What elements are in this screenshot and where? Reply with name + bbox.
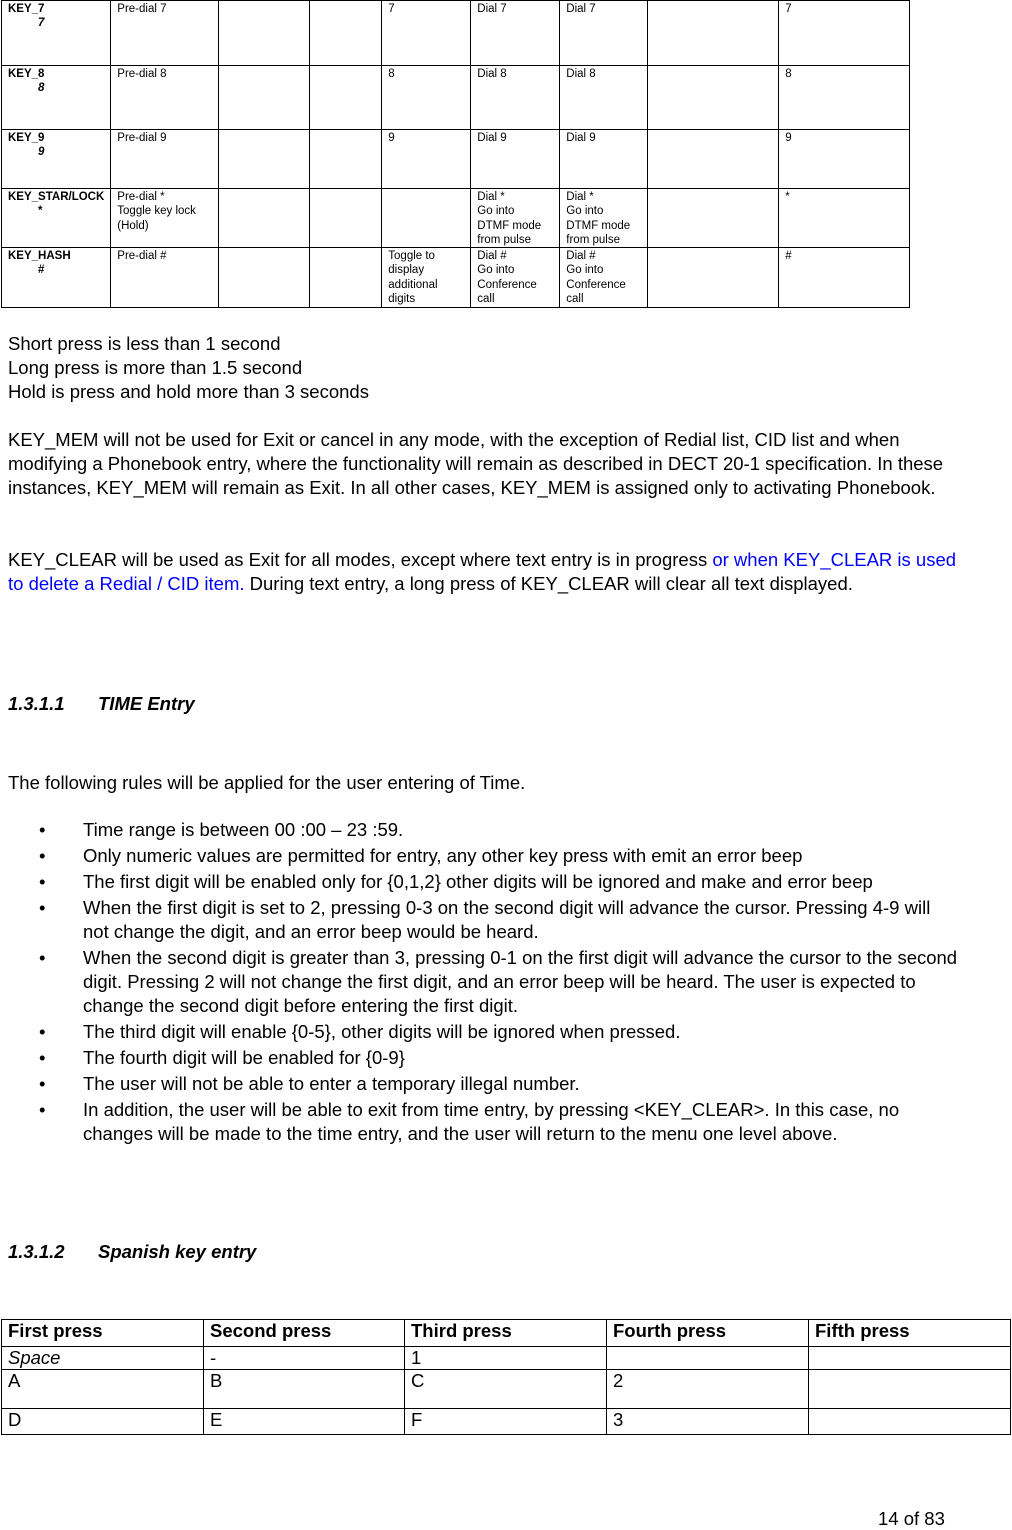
bullet-icon: •	[39, 1099, 46, 1120]
table-row	[2, 189, 910, 248]
table-cell: 8	[779, 66, 910, 130]
table-cell: 3	[607, 1409, 809, 1435]
table-cell	[648, 66, 779, 130]
column-header: Third press	[405, 1320, 607, 1347]
bullet-icon: •	[39, 1073, 46, 1094]
time-rules-list	[0, 818, 980, 1148]
key-cell: KEY_8 8	[2, 66, 111, 130]
revision-text: or when KEY_CLEAR is used to delete a Redial / CID item.	[8, 549, 957, 594]
table-cell: Dial 7	[560, 1, 648, 66]
table-cell	[219, 66, 310, 130]
short-press-def: Short press is less than 1 second	[8, 333, 281, 354]
table-cell: 9	[779, 130, 910, 189]
table-row	[2, 66, 910, 130]
table-cell: Dial # Go into Conference call	[560, 248, 648, 308]
list-item: • Only numeric values are permitted for entry, any other key press with emit an error beep	[39, 845, 803, 866]
table-cell: D	[2, 1409, 204, 1435]
table-cell: A	[2, 1370, 204, 1409]
table-cell	[310, 130, 382, 189]
bullet-icon: •	[39, 819, 46, 840]
bullet-icon: •	[39, 871, 46, 892]
bullet-icon: •	[39, 947, 46, 968]
table-cell	[310, 189, 382, 248]
column-header: Fourth press	[607, 1320, 809, 1347]
column-header: First press	[2, 1320, 204, 1347]
table-cell: Pre-dial 7	[111, 1, 219, 66]
key-cell: KEY_HASH #	[2, 248, 111, 308]
column-header: Fifth press	[809, 1320, 1011, 1347]
table-cell	[310, 248, 382, 308]
table-cell: 8	[382, 66, 471, 130]
table-cell: Space	[2, 1347, 204, 1370]
key-cell: KEY_STAR/LOCK *	[2, 189, 111, 248]
list-item: • When the second digit is greater than 3, pressing 0-1 on the first digit will advance the cursor to the second digit. Pressing 2 will not change the first digit, and an error beep will be heard. The user is expected to change the second digit before entering the first digit.	[39, 947, 958, 1016]
table-cell: -	[204, 1347, 405, 1370]
list-item: • The first digit will be enabled only for {0,1,2} other digits will be ignored and make and error beep	[39, 871, 873, 892]
table-cell: 7	[382, 1, 471, 66]
key-cell: KEY_7 7	[2, 1, 111, 66]
table-cell	[382, 189, 471, 248]
bullet-icon: •	[39, 845, 46, 866]
table-cell: B	[204, 1370, 405, 1409]
table-cell	[219, 1, 310, 66]
table-cell	[219, 248, 310, 308]
table-cell: F	[405, 1409, 607, 1435]
key-mapping-table	[1, 0, 910, 308]
table-cell: Pre-dial * Toggle key lock (Hold)	[111, 189, 219, 248]
section-heading-spanish: 1.3.1.2 Spanish key entry	[8, 1241, 257, 1262]
bullet-icon: •	[39, 1021, 46, 1042]
table-cell: 1	[405, 1347, 607, 1370]
table-cell: *	[779, 189, 910, 248]
spanish-key-table	[1, 1319, 1011, 1435]
press-definitions	[8, 332, 968, 404]
key-cell: KEY_9 9	[2, 130, 111, 189]
time-intro: The following rules will be applied for the user entering of Time.	[8, 772, 526, 793]
bullet-icon: •	[39, 897, 46, 918]
table-cell	[648, 130, 779, 189]
table-cell: Dial # Go into Conference call	[471, 248, 560, 308]
bullet-icon: •	[39, 1047, 46, 1068]
table-row	[2, 1409, 1011, 1435]
key-clear-paragraph: KEY_CLEAR will be used as Exit for all modes, except where text entry is in progress or when KEY_CLEAR is used to delete a Redial / CID item. During text entry, a long press of KEY_CLEAR will clear all text displayed.	[8, 549, 957, 594]
table-cell: #	[779, 248, 910, 308]
table-cell	[809, 1409, 1011, 1435]
table-cell: Dial 9	[471, 130, 560, 189]
table-row	[2, 1, 910, 66]
hold-press-def: Hold is press and hold more than 3 seconds	[8, 381, 369, 402]
table-row	[2, 248, 910, 308]
table-cell	[607, 1347, 809, 1370]
table-cell: Dial * Go into DTMF mode from pulse	[471, 189, 560, 248]
list-item: • In addition, the user will be able to exit from time entry, by pressing <KEY_CLEAR>. In this case, no changes will be made to the time entry, and the user will return to the menu one level above.	[39, 1099, 900, 1144]
table-row	[2, 1370, 1011, 1409]
table-cell	[219, 189, 310, 248]
table-cell: Dial 9	[560, 130, 648, 189]
table-row	[2, 130, 910, 189]
table-cell: C	[405, 1370, 607, 1409]
table-cell: Dial 8	[560, 66, 648, 130]
table-cell: Dial * Go into DTMF mode from pulse	[560, 189, 648, 248]
table-cell	[310, 66, 382, 130]
list-item: • The fourth digit will be enabled for {0-9}	[39, 1047, 405, 1068]
table-cell: 2	[607, 1370, 809, 1409]
table-cell: 7	[779, 1, 910, 66]
table-cell	[809, 1370, 1011, 1409]
table-cell: E	[204, 1409, 405, 1435]
table-cell: Pre-dial #	[111, 248, 219, 308]
list-item: • The third digit will enable {0-5}, other digits will be ignored when pressed.	[39, 1021, 681, 1042]
table-cell: Toggle to display additional digits	[382, 248, 471, 308]
table-cell	[310, 1, 382, 66]
table-cell	[648, 248, 779, 308]
column-header: Second press	[204, 1320, 405, 1347]
table-cell	[648, 1, 779, 66]
long-press-def: Long press is more than 1.5 second	[8, 357, 303, 378]
key-mem-paragraph: KEY_MEM will not be used for Exit or cancel in any mode, with the exception of Redial list, CID list and when modifying a Phonebook entry, where the functionality will remain as described in DECT 20-1 specification. In these instances, KEY_MEM will remain as Exit. In all other cases, KEY_MEM is assigned only to activating Phonebook.	[8, 429, 944, 498]
list-item: • Time range is between 00 :00 – 23 :59.	[39, 819, 404, 840]
table-cell: Dial 7	[471, 1, 560, 66]
table-cell: 9	[382, 130, 471, 189]
table-cell	[219, 130, 310, 189]
table-row	[2, 1347, 1011, 1370]
table-cell	[809, 1347, 1011, 1370]
table-cell: Dial 8	[471, 66, 560, 130]
page-number: 14 of 83	[878, 1508, 945, 1529]
table-cell	[648, 189, 779, 248]
list-item: • The user will not be able to enter a temporary illegal number.	[39, 1073, 580, 1094]
table-cell: Pre-dial 9	[111, 130, 219, 189]
table-cell: Pre-dial 8	[111, 66, 219, 130]
section-heading-time: 1.3.1.1 TIME Entry	[8, 693, 195, 714]
list-item: • When the first digit is set to 2, pressing 0-3 on the second digit will advance the cursor. Pressing 4-9 will not change the digit, and an error beep would be heard.	[39, 897, 931, 942]
table-header-row	[2, 1320, 1011, 1347]
